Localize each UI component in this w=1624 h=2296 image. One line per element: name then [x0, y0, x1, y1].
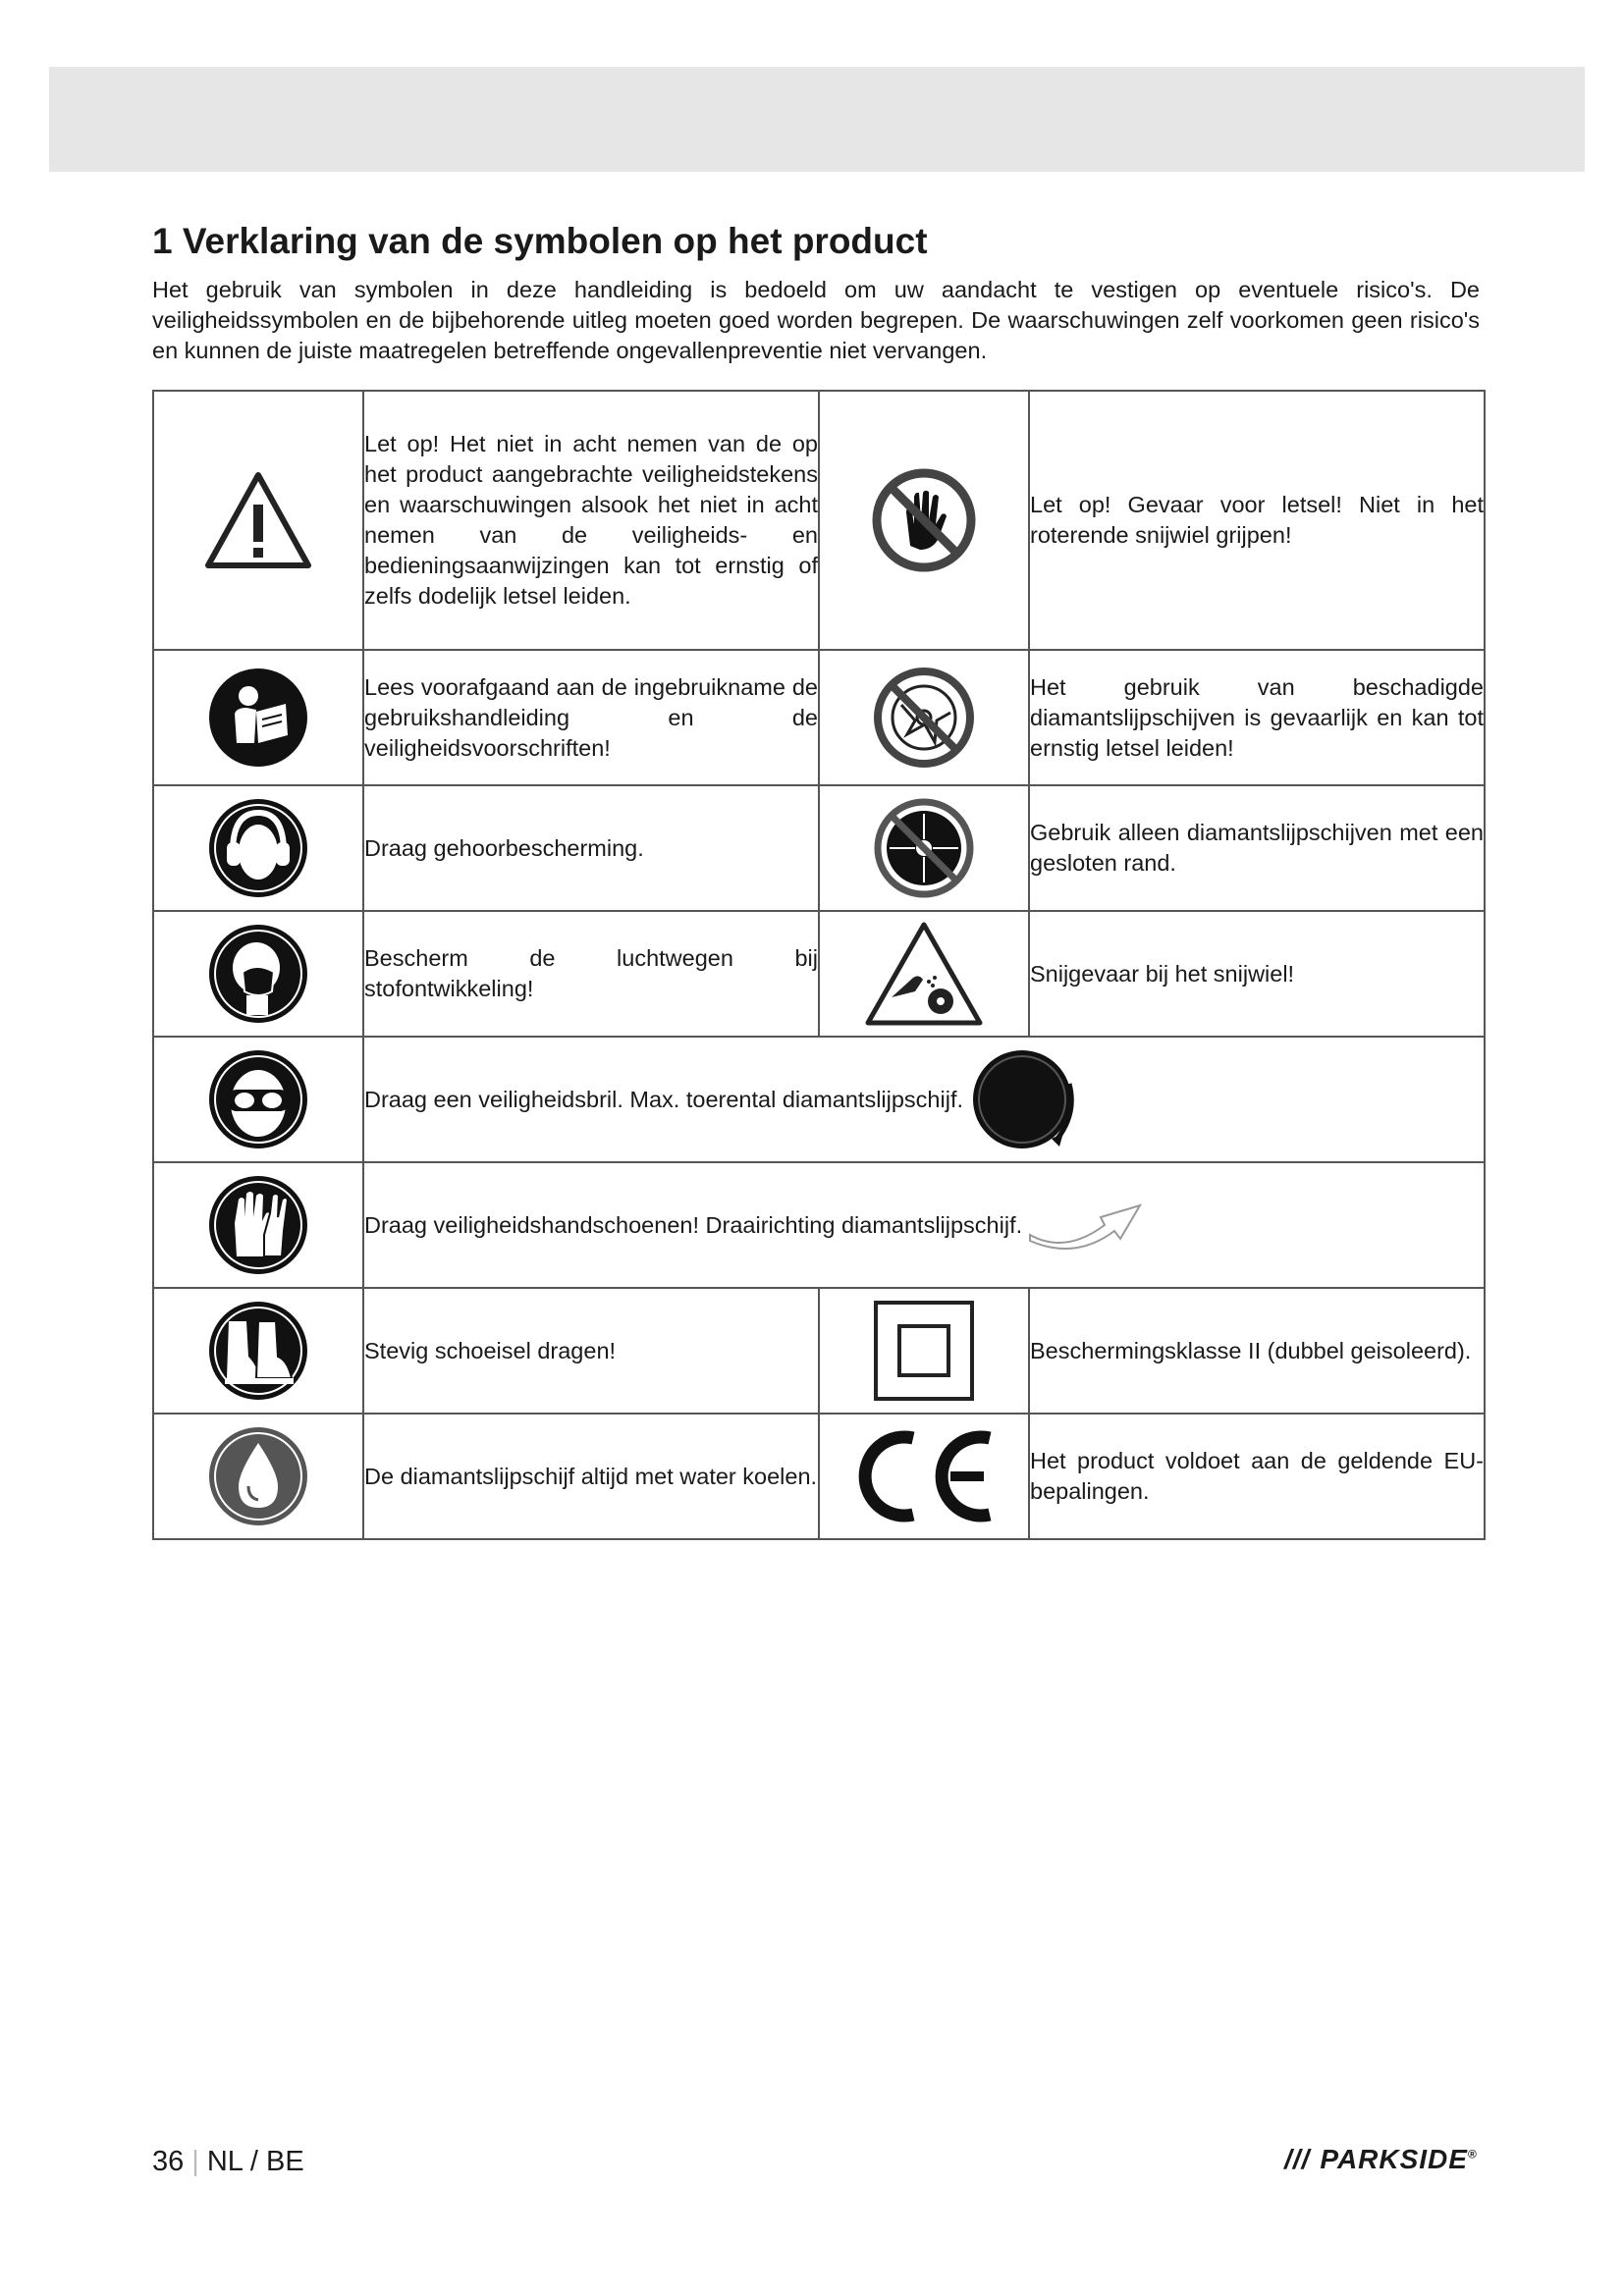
symbols-row: [153, 911, 1485, 1037]
symbol-text: Draairichting diamantslijpschijf.: [705, 1211, 1023, 1238]
rotation-direction-arrow-icon: [1026, 1196, 1144, 1255]
section-title: 1 Verklaring van de symbolen op het product: [152, 221, 928, 261]
symbol-text: Snijgevaar bij het snijwiel!: [1029, 911, 1485, 1037]
icon-cell: [153, 1037, 363, 1162]
brand-slashes: ///: [1284, 2144, 1311, 2174]
no-hand-icon: [871, 467, 977, 573]
warning-triangle-icon: [204, 471, 312, 569]
symbol-text: Lees voorafgaand aan de ingebruikname de gebruikshandleiding en de veiligheidsvoorschriften!: [363, 650, 819, 785]
page-number: 36: [152, 2146, 185, 2177]
read-manual-icon: [207, 667, 309, 769]
closed-rim-disc-icon: [872, 796, 976, 900]
icon-cell: [819, 650, 1029, 785]
page-footer: [152, 2146, 304, 2178]
symbols-row: [153, 1288, 1485, 1414]
symbol-text: Gebruik alleen diamantslijpschijven met een gesloten rand.: [1029, 785, 1485, 911]
inline-icon-wrapper: [1026, 1196, 1144, 1255]
inline-icon-wrapper: [967, 1044, 1077, 1154]
footer-separator: |: [191, 2146, 199, 2177]
icon-cell: [153, 1414, 363, 1539]
header-bar: [49, 67, 1585, 172]
ear-protection-icon: [207, 797, 309, 899]
symbols-row: [153, 391, 1485, 650]
symbols-row: [153, 785, 1485, 911]
icon-cell: [819, 1414, 1029, 1539]
protection-class-two-icon: [872, 1299, 976, 1403]
icon-cell: [819, 785, 1029, 911]
symbol-text: Het product voldoet aan de geldende EU-bepalingen.: [1029, 1414, 1485, 1539]
symbol-text: Draag veiligheidshandschoenen!: [364, 1211, 699, 1238]
combined-symbol-cell: [363, 1037, 1485, 1162]
symbol-text: Draag gehoorbescherming.: [363, 785, 819, 911]
symbol-text: Bescherm de luchtwegen bij stofontwikkeling!: [363, 911, 819, 1037]
ce-mark-icon: [848, 1422, 1000, 1530]
combined-symbol-cell: [363, 1162, 1485, 1288]
no-damaged-disc-icon: [872, 666, 976, 770]
cutting-hazard-icon: [864, 921, 984, 1027]
symbols-row: [153, 1414, 1485, 1539]
safety-boots-icon: [207, 1300, 309, 1402]
symbol-text: Max. toerental diamantslijpschijf.: [629, 1086, 963, 1112]
brand-logo: [1284, 2144, 1478, 2175]
icon-cell: [153, 1162, 363, 1288]
symbol-text: Draag een veiligheidsbril.: [364, 1086, 623, 1112]
symbol-text: Let op! Gevaar voor letsel! Niet in het roterende snijwiel grijpen!: [1029, 391, 1485, 650]
icon-cell: [153, 1288, 363, 1414]
intro-paragraph: Het gebruik van symbolen in deze handleiding is bedoeld om uw aandacht te vestigen op eventuele risico's. De veiligheidssymbolen en de bijbehorende uitleg moeten goed worden begrepen. De waarschuwingen zelf voorkomen geen risico's en kunnen de juiste maatregelen betreffende ongevallenpreventie niet vervangen.: [152, 277, 1480, 363]
icon-cell: [153, 785, 363, 911]
icon-cell: [819, 1288, 1029, 1414]
symbol-text: De diamantslijpschijf altijd met water koelen.: [363, 1414, 819, 1539]
symbols-row: [153, 1037, 1485, 1162]
symbol-text: Beschermingsklasse II (dubbel geisoleerd).: [1029, 1288, 1485, 1414]
brand-registered-mark: ®: [1467, 2147, 1478, 2162]
icon-cell: [819, 391, 1029, 650]
language-code: NL / BE: [206, 2146, 304, 2177]
symbols-table: [152, 390, 1486, 1540]
safety-gloves-icon: [207, 1174, 309, 1276]
icon-cell: [153, 391, 363, 650]
symbol-text: Let op! Het niet in acht nemen van de op het product aangebrachte veiligheidstekens en waarschuwingen alsook het niet in acht nemen van de veiligheids- en bedieningsaanwijzingen kan tot ernstig of zelfs dodelijk letsel leiden.: [363, 391, 819, 650]
water-cooling-icon: [207, 1425, 309, 1527]
symbol-text: Stevig schoeisel dragen!: [363, 1288, 819, 1414]
icon-cell: [153, 650, 363, 785]
symbols-row: [153, 650, 1485, 785]
safety-goggles-icon: [207, 1048, 309, 1150]
icon-cell: [153, 911, 363, 1037]
symbols-row: [153, 1162, 1485, 1288]
max-speed-disc-icon: [967, 1044, 1077, 1154]
icon-cell: [819, 911, 1029, 1037]
symbol-text: Het gebruik van beschadigde diamantslijpschijven is gevaarlijk en kan tot ernstig letsel leiden!: [1029, 650, 1485, 785]
brand-name: PARKSIDE: [1320, 2144, 1468, 2174]
respiratory-protection-icon: [207, 923, 309, 1025]
